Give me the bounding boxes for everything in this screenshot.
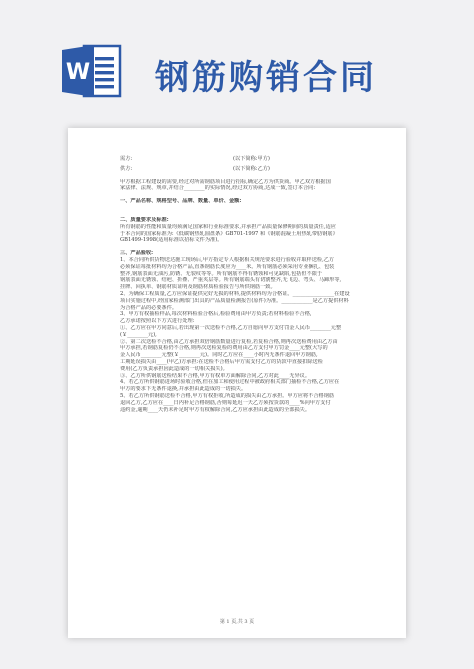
text-line: 违约金,逾期____天仍未补足时甲方有权解除合同,乙方应承担由此造成的全部损失。 [120,406,311,413]
text-line: 所有钢筋的性能和质量均须满足国家和行业标准要求,并承担产品质量保修期间的质量责任,适应 [120,223,336,230]
text-line: 于本合同的国家标准为:《低碳钢热轧圆盘条》GB701-1997 和《钢筋混凝土用热轧带肋钢筋》 [120,230,338,237]
party-row-seller [120,166,370,173]
text-line: ①、乙方应在甲方同意后,若出现第一次送检不合格,乙方自愿向甲方支付罚金人民币________元整 [120,324,342,331]
party-alias: (以下简称:乙方) [233,165,270,172]
text-line: 工期延误损失由____(甲乙)方承担:在送检不合格后甲方需支付乙方的货款中直接扣除送检 [120,358,323,365]
header-banner [0,0,474,122]
party-row-buyer [120,156,370,163]
text-line: (￥________元), [120,331,157,338]
section-heading: 三、产品验收: [120,250,154,257]
section-heading: 二、质量要求及标准: [120,216,169,223]
page-number: 第 1 页,共 3 页 [219,619,255,625]
party-label: 需方: [120,156,133,162]
text-line: 挂牌、回执单、钢筋材质证明及钢筋材质检验报告与所供钢筋一致。 [120,284,276,291]
section-heading: 一、产品名称、规格型号、品牌、数量、单价、金额: [120,198,242,205]
word-document-icon [60,40,126,102]
text-line: 乙方承诺按照以下方式进行处理: [120,318,195,325]
text-line: 钢筋表面无锈蚀、结疤、折叠、严重夹层等。所有钢筋端头有切割整齐,无飞边、弯头、马蹄形等, [120,277,342,284]
text-line: 退回乙方,乙方应在____日内补足合格钢筋,否则每延迟一天乙方须按货款的____%向甲方支付 [120,399,331,406]
text-line: 整齐,钢筋表面无油污,防锈、无裂纹等等。所有钢筋不得有锈蚀和可见缺陷,包括但不限于 [120,270,323,277]
text-line: 为合格产品的必要条件。 [120,304,178,311]
party-label: 供方: [120,165,133,172]
text-line: 甲方根据工程建设的需要,经过对所需钢筋项目进行招标,确定乙方为供货商。甲乙双方根据国 [120,178,331,185]
page-title: 钢筋购销合同 [155,58,377,98]
text-line: GB1499-1998(适用标准以招标文件为准)。 [120,237,223,244]
text-line: 甲方的要求下无条件退换,并承担由此造成的一切损失。 [120,386,247,393]
text-line: 家法律、法规、规章,并结合________的实际情况,经过双方协商,达成一致,签订本合同: [120,185,316,192]
text-line: ②、第二次送检不合格,由乙方承担双倍钢筋数量进行复检,若复检合格,则再次送检费用由乙方由 [120,338,338,345]
text-line: 5、若乙方所供钢筋送检不合格,甲方有权拒收,所造成的损失由乙方承担。甲方应将不合格钢筋 [120,392,335,399]
text-line: 1、本合同所供货物送达施工现场后,甲方指定专人根据相关规范要求进行验收并取样送检,乙方 [120,256,335,263]
text-line: ③、乙方所供钢筋送检结果不合格,甲方有权单方面解除合同,乙方对此____无异议。 [120,372,311,379]
text-line: 项目实施过程中,经国家检测部门出具的产品质量检测报告(原件)为准。____________是乙方提供材料 [120,297,349,304]
text-line: 费用(乙方负责承担因此造成的一切相关损失)。 [120,365,228,372]
text-line: 金人民币________元整(￥________元)。同时乙方应在____小时内无条件退回甲方钢筋, [120,352,318,359]
text-line: 4、若乙方所供钢筋进场时验收合格,但在加工和使用过程中被政府相关部门抽检不合格,乙方应在 [120,379,340,386]
text-line: 甲方承担,若钢筋复检仍不合格,则再次送检复检的费用由乙方支付甲方罚金____元整(大写的 [120,345,328,352]
text-line: 3、甲方有权抽检样品,每次材料检验合格后,检验费用由甲方负责;若材料检验不合格, [120,311,312,318]
text-line: 2、为确保工程质量,乙方应保证提供完好无损的材料,提供材料均为合格证。________________在建设 [120,290,350,297]
party-alias: (以下简称:甲方) [233,156,270,162]
document-page [68,128,406,638]
word-letter: W [65,60,91,85]
text-line: 必须保证每批材料均为合格产品,直条钢筋长度应为____米。所有钢筋必须采用专业捆扎、包装 [120,263,335,270]
